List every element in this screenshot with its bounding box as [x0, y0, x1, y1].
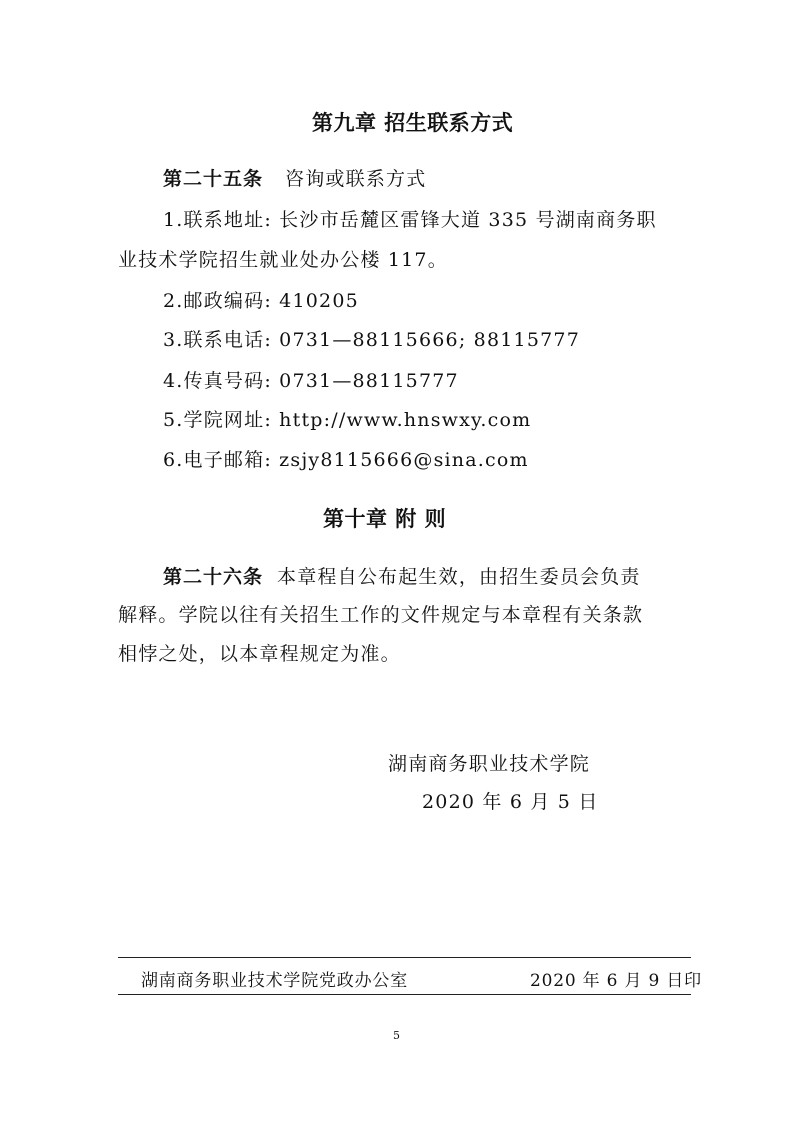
contact-address-line1: 1.联系地址: 长沙市岳麓区雷锋大道 335 号湖南商务职	[163, 209, 657, 231]
chapter-9-heading: 第九章 招生联系方式	[312, 111, 514, 135]
article-26-text-1: 本章程自公布起生效，由招生委员会负责	[277, 566, 641, 588]
article-25-title: 咨询或联系方式	[285, 168, 427, 190]
website: 5.学院网址: http://www.hnswxy.com	[163, 409, 532, 431]
page-number: 5	[393, 1029, 400, 1042]
article-26-line3: 相悖之处，以本章程规定为准。	[118, 643, 401, 665]
fax-number: 4.传真号码: 0731—88115777	[163, 370, 459, 392]
contact-phone: 3.联系电话: 0731—88115666; 88115777	[163, 329, 580, 351]
chapter-10-heading: 第十章 附 则	[323, 507, 447, 531]
contact-address-line2: 业技术学院招生就业处办公楼 117。	[118, 249, 448, 271]
article-25-label: 第二十五条	[163, 168, 264, 190]
article-26-line2: 解释。学院以往有关招生工作的文件规定与本章程有关条款	[118, 604, 644, 626]
footer-office: 湖南商务职业技术学院党政办公室	[141, 971, 408, 991]
signature-organization: 湖南商务职业技术学院	[388, 753, 591, 775]
footer-print-date: 2020 年 6 月 9 日印	[530, 971, 702, 991]
footer-bottom-rule	[118, 994, 691, 995]
footer-top-rule	[118, 957, 691, 958]
article-26-line1	[163, 562, 641, 589]
postal-code: 2.邮政编码: 410205	[163, 290, 359, 312]
signature-date: 2020 年 6 月 5 日	[422, 791, 599, 813]
article-26-label: 第二十六条	[163, 566, 264, 588]
article-25-heading	[163, 164, 426, 191]
email: 6.电子邮箱: zsjy8115666@sina.com	[163, 449, 529, 471]
